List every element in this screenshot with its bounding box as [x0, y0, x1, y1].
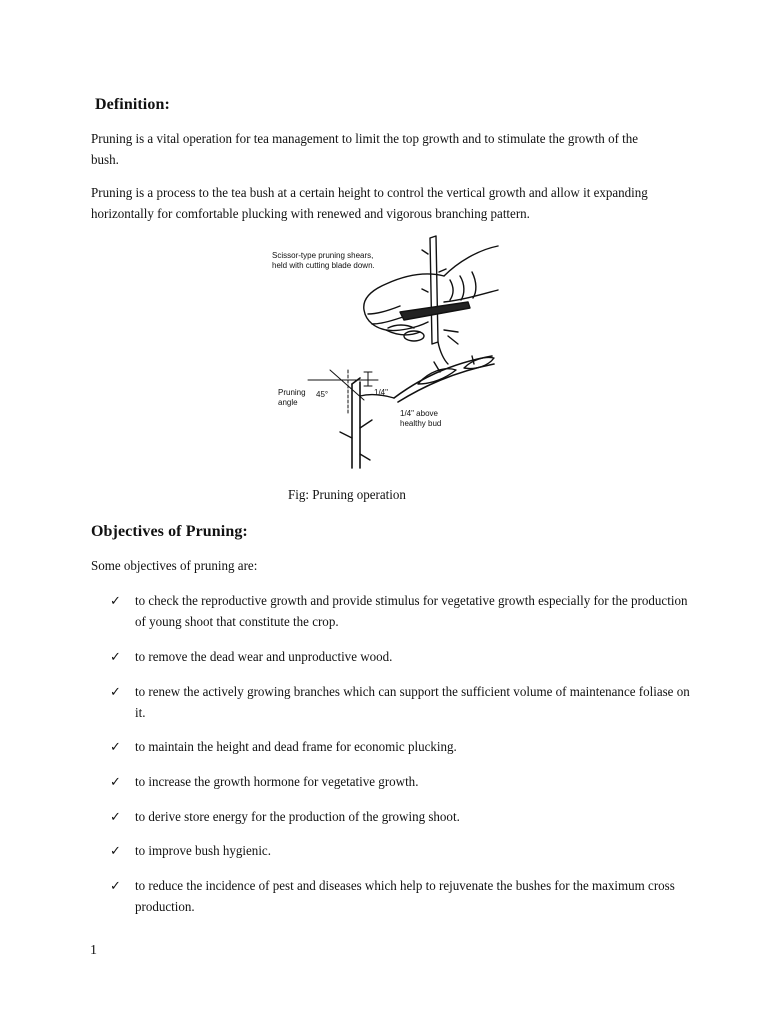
list-item-text: to improve bush hygienic. [135, 844, 271, 859]
label-quarter: 1/4" [374, 388, 388, 397]
objectives-intro: Some objectives of pruning are: [91, 559, 258, 574]
objectives-heading: Objectives of Pruning: [91, 523, 248, 540]
checkmark-icon: ✓ [110, 685, 121, 700]
definition-paragraph-1: Pruning is a vital operation for tea management to limit the top growth and to stimulate the growth of the bush. [91, 132, 639, 168]
label-angle-1: Pruning [278, 388, 306, 397]
list-item-text: to check the reproductive growth and provide stimulus for vegetative growth especially for the production of young shoot that constitute the crop. [135, 594, 688, 630]
list-item-text: to reduce the incidence of pest and diseases which help to rejuvenate the bushes for the maximum cross production. [135, 879, 675, 915]
checkmark-icon: ✓ [110, 740, 121, 755]
list-item-text: to maintain the height and dead frame for economic plucking. [135, 740, 457, 755]
checkmark-icon: ✓ [110, 775, 121, 790]
checkmark-icon: ✓ [110, 594, 121, 609]
checkmark-icon: ✓ [110, 650, 121, 665]
label-bud-1: 1/4" above [400, 409, 438, 418]
list-item-text: to renew the actively growing branches which can support the sufficient volume of maintenance foliase on it. [135, 685, 690, 721]
label-shears-1: Scissor-type pruning shears, [272, 251, 374, 260]
checkmark-icon: ✓ [110, 810, 121, 825]
label-angle-2: angle [278, 398, 298, 407]
list-item-text: to remove the dead wear and unproductive wood. [135, 650, 393, 665]
label-angle-value: 45° [316, 390, 329, 399]
label-shears-2: held with cutting blade down. [272, 261, 375, 270]
checkmark-icon: ✓ [110, 879, 121, 894]
figure-caption: Fig: Pruning operation [288, 488, 406, 503]
checkmark-icon: ✓ [110, 844, 121, 859]
definition-paragraph-2: Pruning is a process to the tea bush at a certain height to control the vertical growth and allow it expanding horizontally for comfortable plucking with renewed and vigorous branching pattern. [91, 186, 648, 222]
list-item-text: to derive store energy for the production of the growing shoot. [135, 810, 460, 825]
label-bud-2: healthy bud [400, 419, 442, 428]
page-number: 1 [90, 943, 97, 958]
list-item-text: to increase the growth hormone for vegetative growth. [135, 775, 419, 790]
pruning-illustration [268, 232, 500, 476]
definition-heading: Definition: [95, 96, 170, 113]
